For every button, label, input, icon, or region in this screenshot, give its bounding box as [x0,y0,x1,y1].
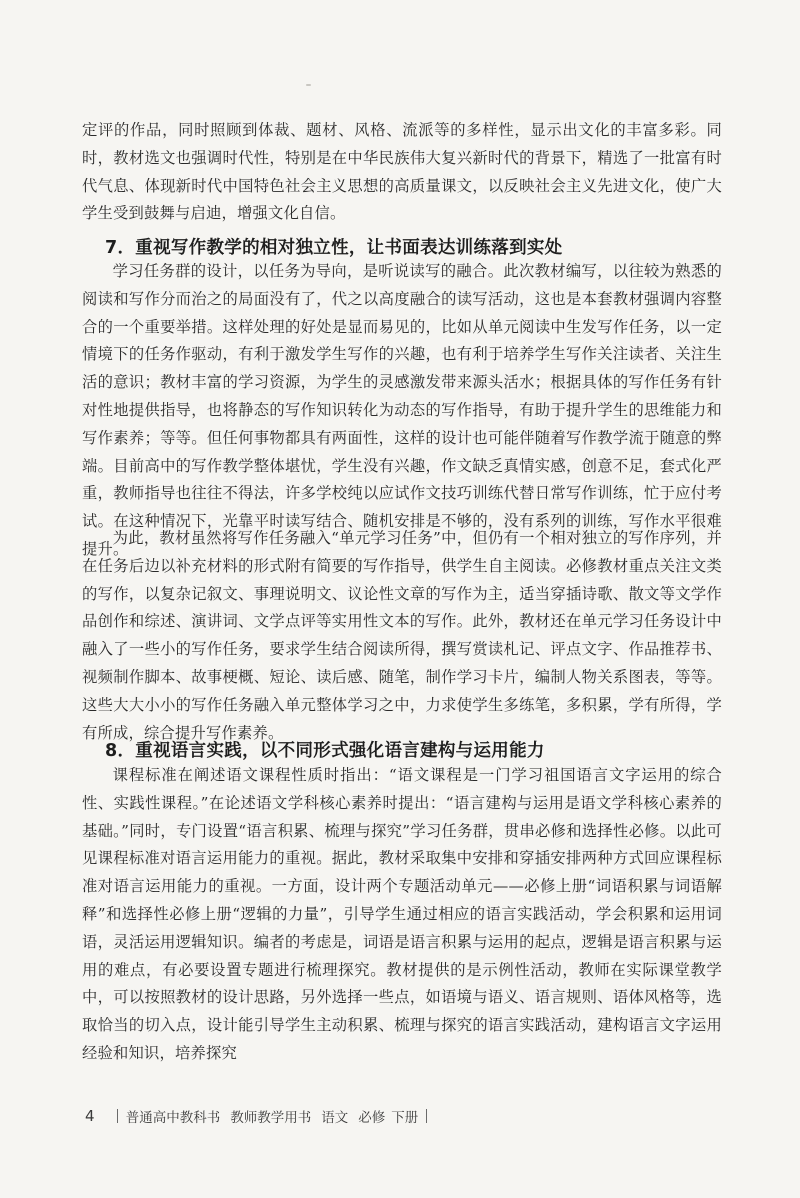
footer-level: 必修 [358,1110,386,1126]
section-8-paragraph-1: 课程标准在阐述语文课程性质时指出：“语文课程是一门学习祖国语言文字运用的综合性、实践性课程。”在论述语文学科核心素养时提出：“语言建构与运用是语文学科核心素养的基础。”同时，专门设置“语言积累、梳理与探究”学习任务群，贯串必修和选择性必修。以此可见课程标准对语言运用能力的重视。据此，教材采取集中安排和穿插安排两种方式回应课程标准对语言运用能力的重视。一方面，设计两个专题活动单元——必修上册“词语积累与词语解释”和选择性必修上册“逻辑的力量”，引导学生通过相应的语言实践活动，学会积累和运用词语，灵活运用逻辑知识。编者的考虑是，词语是语言积累与运用的起点，逻辑是语言积累与运用的难点，有必要设置专题进行梳理探究。教材提供的是示例性活动，教师在实际课堂教学中，可以按照教材的设计思路，另外选择一些点，如语境与语义、语言规则、语体风格等，选取恰当的切入点，设计能引导学生主动积累、梳理与探究的语言实践活动，建构语言文字运用经验和知识，培养探究 [82,766,722,1062]
section-8-text-block [82,762,722,1068]
section-7-heading: 7．重视写作教学的相对独立性，让书面表达训练落到实处 [105,238,563,258]
footer-volume: 下册 [391,1110,419,1126]
section-8-heading: 8．重视语言实践，以不同形式强化语言建构与运用能力 [105,741,545,761]
footer-book-type: 教师教学用书 [230,1110,312,1126]
scan-speck [306,84,311,86]
section-7-paragraph-2: 为此，教材虽然将写作任务融入“单元学习任务”中，但仍有一个相对独立的写作序列，并在任务后边以补充材料的形式附有简要的写作指导，供学生自主阅读。必修教材重点关注文类的写作，以复杂记叙文、事理说明文、议论性文章的写作为主，适当穿插诗歌、散文等文学作品创作和综述、演讲词、文学点评等实用性文本的写作。此外，教材还在单元学习任务设计中融入了一些小的写作任务，要求学生结合阅读所得，撰写赏读札记、评点文字、作品推荐书、视频制作脚本、故事梗概、短论、读后感、随笔，制作学习卡片，编制人物关系图表，等等。这些大大小小的写作任务融入单元整体学习之中，力求使学生多练笔，多积累，学有所得，学有所成，综合提升写作素养。 [82,529,722,742]
intro-text-block [82,117,722,228]
footer-subject: 语文 [321,1110,349,1126]
page-footer [85,1106,435,1126]
page-number: 4 [85,1107,95,1125]
footer-divider-end [426,1109,427,1123]
intro-paragraph: 定评的作品，同时照顾到体裁、题材、风格、流派等的多样性，显示出文化的丰富多彩。同时，教材选文也强调时代性，特别是在中华民族伟大复兴新时代的背景下，精选了一批富有时代气息、体现新时代中国特色社会主义思想的高质量课文，以反映社会主义先进文化，使广大学生受到鼓舞与启迪，增强文化自信。 [82,121,722,223]
section-7-text-block [82,258,722,564]
section-7-paragraph-1: 学习任务群的设计，以任务为导向，是听说读写的融合。此次教材编写，以往较为熟悉的阅读和写作分而治之的局面没有了，代之以高度融合的读写活动，这也是本套教材强调内容整合的一个重要举措。这样处理的好处是显而易见的，比如从单元阅读中生发写作任务，以一定情境下的任务作驱动，有利于激发学生写作的兴趣，也有利于培养学生写作关注读者、关注生活的意识；教材丰富的学习资源，为学生的灵感激发带来源头活水；根据具体的写作任务有针对性地提供指导，也将静态的写作知识转化为动态的写作指导，有助于提升学生的思维能力和写作素养；等等。但任何事物都具有两面性，这样的设计也可能伴随着写作教学流于随意的弊端。目前高中的写作教学整体堪忧，学生没有兴趣，作文缺乏真情实感，创意不足，套式化严重，教师指导也往往不得法，许多学校纯以应试作文技巧训练代替日常写作训练，忙于应付考试。在这种情况下，光靠平时读写结合、随机安排是不够的，没有系列的训练，写作水平很难提升。 [82,262,722,558]
footer-divider [117,1109,118,1123]
section-7-text-block-2 [82,525,722,747]
footer-series: 普通高中教科书 [125,1110,221,1126]
